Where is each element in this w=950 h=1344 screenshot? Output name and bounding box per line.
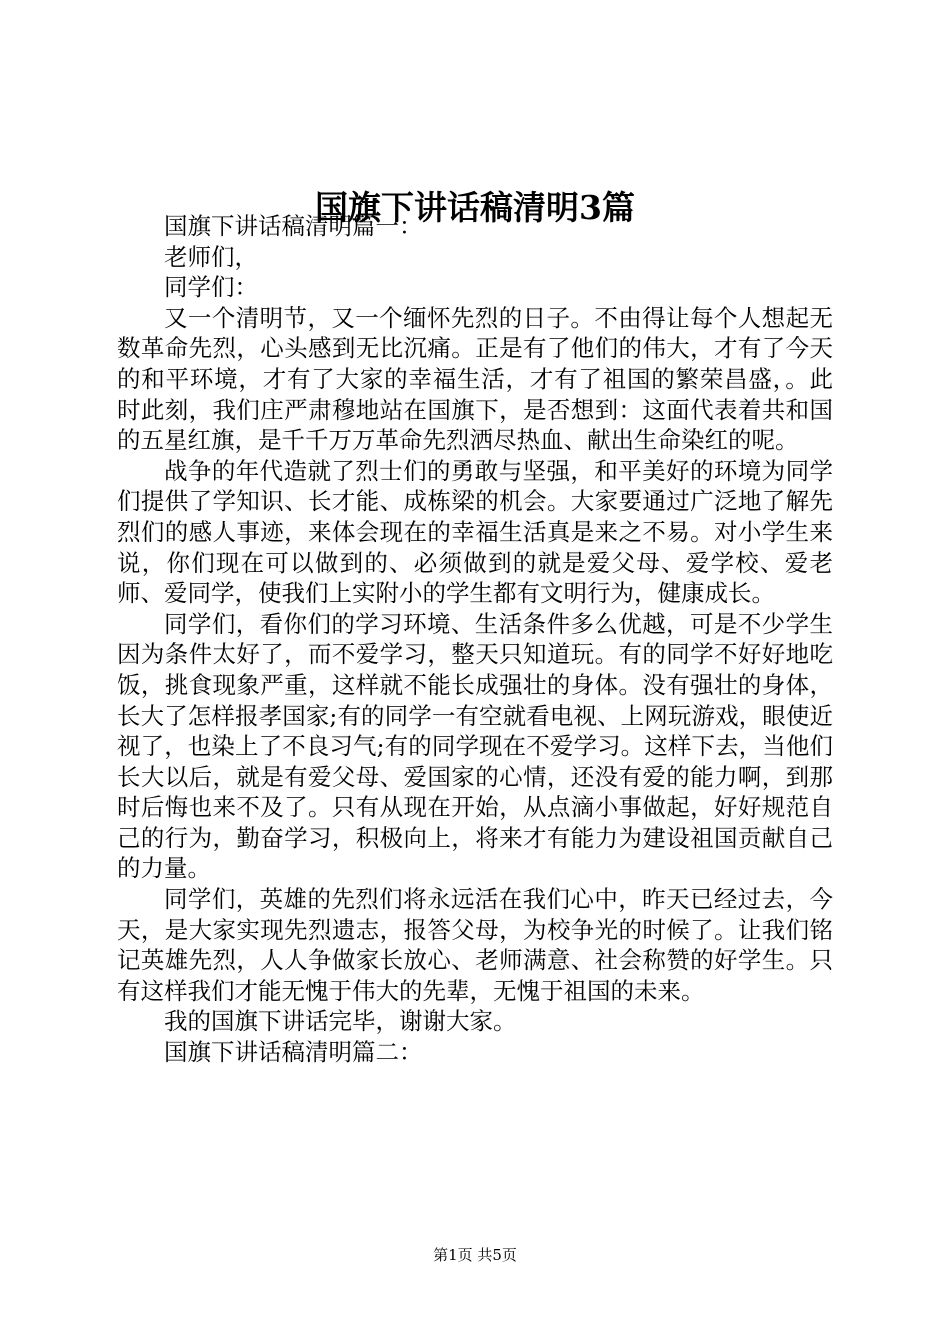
document-title: 国旗下讲话稿清明3篇 (315, 188, 635, 227)
page-number-indicator: 第1页 共5页 (433, 1246, 517, 1264)
paragraph-body-3: 同学们，看你们的学习环境、生活条件多么优越，可是不少学生因为条件太好了，而不爱学习，整天只知道玩。有的同学不好好地吃饭，挑食现象严重，这样就不能长成强壮的身体。没有强壮的身体，长大了怎样报孝国家;有的同学一有空就看电视、上网玩游戏，眼使近视了，也染上了不良习气;有的同学现在不爱学习。这样下去，当他们长大以后，就是有爱父母、爱国家的心情，还没有爱的能力啊，到那时后悔也来不及了。只有从现在开始，从点滴小事做起，好好规范自己的行为，勤奋学习，积极向上，将来才有能力为建设祖国贡献自己的力量。 (117, 609, 833, 883)
paragraph-section-heading-2: 国旗下讲话稿清明篇二： (164, 1038, 423, 1067)
paragraph-section-heading-1: 国旗下讲话稿清明篇一： (164, 212, 423, 240)
paragraph-salutation-students: 同学们： (164, 273, 258, 302)
paragraph-body-2: 战争的年代造就了烈士们的勇敢与坚强，和平美好的环境为同学们提供了学知识、长才能、成栋梁的机会。大家要通过广泛地了解先烈们的感人事迹，来体会现在的幸福生活真是来之不易。对小学生来说，你们现在可以做到的、必须做到的就是爱父母、爱学校、爱老师、爱同学，使我们上实附小的学生都有文明行为，健康成长。 (117, 456, 833, 608)
paragraph-body-4: 同学们，英雄的先烈们将永远活在我们心中，昨天已经过去，今天，是大家实现先烈遗志，报答父母，为校争光的时候了。让我们铭记英雄先烈，人人争做家长放心、老师满意、社会称赞的好学生。只有这样我们才能无愧于伟大的先辈，无愧于祖国的未来。 (117, 885, 833, 1005)
paragraph-salutation-teachers: 老师们， (164, 242, 258, 271)
document-body (117, 211, 833, 1068)
paragraph-closing: 我的国旗下讲话完毕，谢谢大家。 (164, 1007, 517, 1036)
page-footer (0, 1245, 950, 1265)
paragraph-body-1: 又一个清明节，又一个缅怀先烈的日子。不由得让每个人想起无数革命先烈，心头感到无比沉痛。正是有了他们的伟大，才有了今天的和平环境，才有了大家的幸福生活，才有了祖国的繁荣昌盛，。此时此刻，我们庄严肃穆地站在国旗下，是否想到：这面代表着共和国的五星红旗，是千千万万革命先烈洒尽热血、献出生命染红的呢。 (117, 303, 833, 455)
